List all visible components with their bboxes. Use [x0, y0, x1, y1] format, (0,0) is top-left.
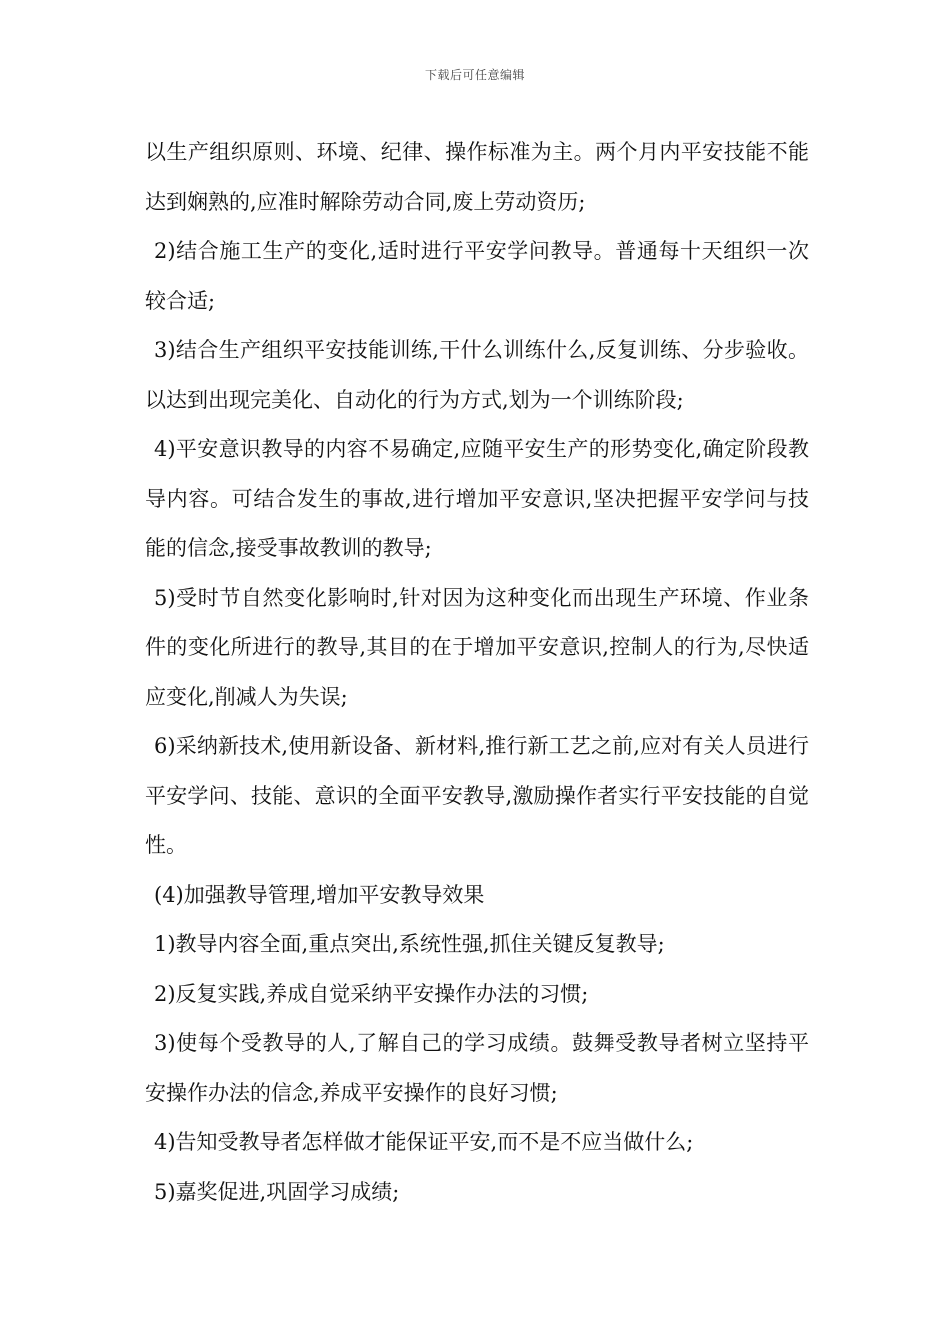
paragraph-continuation: 以生产组织原则、环境、纪律、操作标准为主。两个月内平安技能不能达到娴熟的,应准时解除劳动合同,废上劳动资历;: [145, 140, 809, 214]
document-body: [145, 128, 809, 1217]
section-heading-4: (4)加强教导管理,增加平安教导效果: [154, 882, 485, 907]
paragraph-item-4: 4)平安意识教导的内容不易确定,应随平安生产的形势变化,确定阶段教导内容。可结合发生的事故,进行增加平安意识,坚决把握平安学问与技能的信念,接受事故教训的教导;: [145, 437, 809, 560]
page-header: 下载后可任意编辑: [424, 68, 525, 82]
paragraph-sub-item-1: 1)教导内容全面,重点突出,系统性强,抓住关键反复教导;: [154, 932, 665, 956]
paragraph-item-6: 6)采纳新技术,使用新设备、新材料,推行新工艺之前,应对有关人员进行平安学问、技能、意识的全面平安教导,激励操作者实行平安技能的自觉性。: [145, 734, 809, 857]
paragraph-item-5: 5)受时节自然变化影响时,针对因为这种变化而出现生产环境、作业条件的变化所进行的教导,其目的在于增加平安意识,控制人的行为,尽快适应变化,削减人为失误;: [145, 585, 809, 709]
paragraph-sub-item-2: 2)反复实践,养成自觉采纳平安操作办法的习惯;: [154, 981, 589, 1006]
paragraph-sub-item-3: 3)使每个受教导的人,了解自己的学习成绩。鼓舞受教导者树立坚持平安操作办法的信念,养成平安操作的良好习惯;: [145, 1031, 809, 1105]
paragraph-item-2: 2)结合施工生产的变化,适时进行平安学问教导。普通每十天组织一次较合适;: [145, 239, 809, 313]
paragraph-item-3: 3)结合生产组织平安技能训练,干什么训练什么,反复训练、分步验收。以达到出现完美化、自动化的行为方式,划为一个训练阶段;: [145, 338, 809, 412]
paragraph-sub-item-4: 4)告知受教导者怎样做才能保证平安,而不是不应当做什么;: [154, 1130, 694, 1154]
paragraph-sub-item-5: 5)嘉奖促进,巩固学习成绩;: [154, 1179, 400, 1204]
